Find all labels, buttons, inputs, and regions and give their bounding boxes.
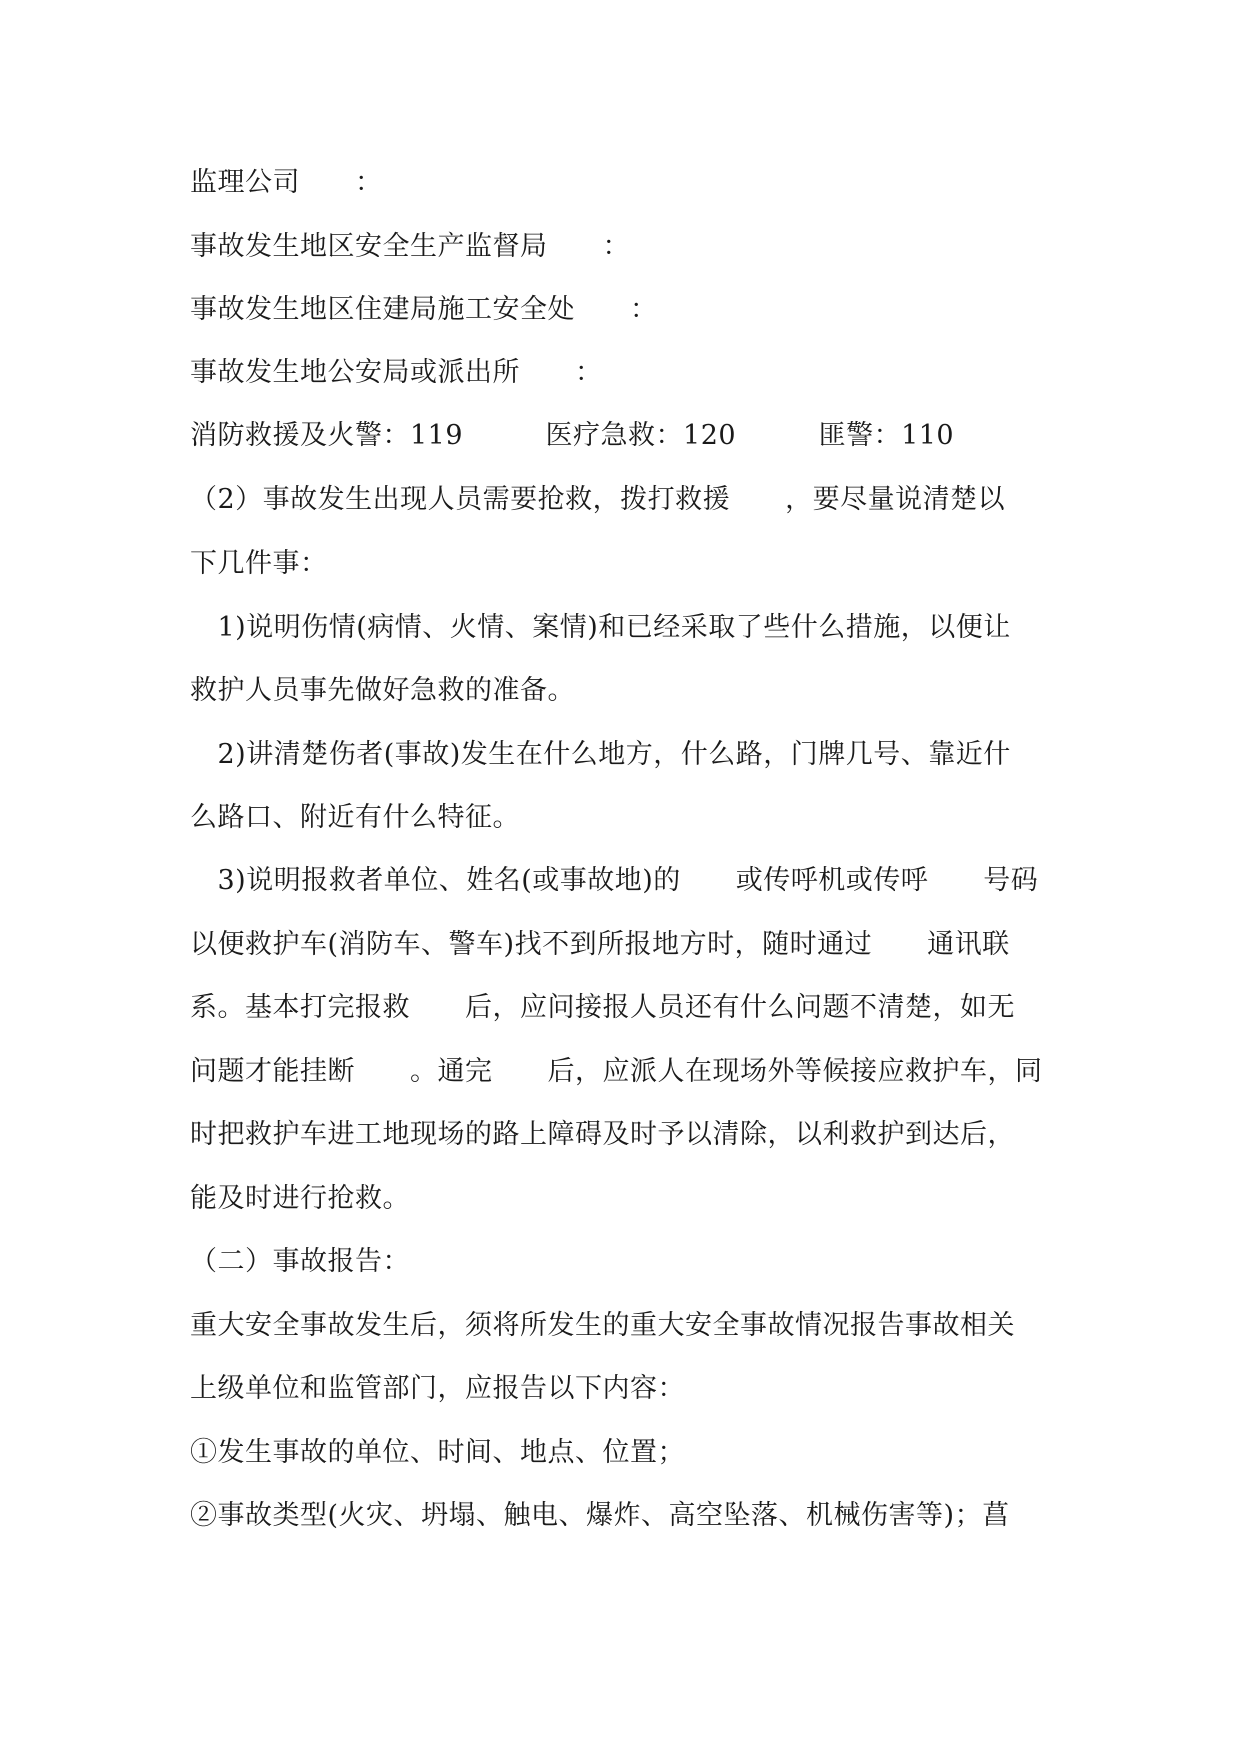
report-item-2: ②事故类型(火灾、坍塌、触电、爆炸、高空坠落、机械伤害等)；菖 xyxy=(190,1500,1010,1531)
item-3-line-4: 问题才能挂断 。通完 后，应派人在现场外等候接应救护车，同 xyxy=(190,1056,1043,1087)
item-1-line-2: 救护人员事先做好急救的准备。 xyxy=(190,675,575,706)
item-3-line-3: 系。基本打完报救 后，应问接报人员还有什么问题不清楚，如无 xyxy=(190,992,1015,1023)
item-3-line-6: 能及时进行抢救。 xyxy=(190,1183,410,1214)
report-paragraph-line-1: 重大安全事故发生后，须将所发生的重大安全事故情况报告事故相关 xyxy=(190,1310,1015,1341)
contact-police: 事故发生地公安局或派出所 ： xyxy=(190,357,603,388)
section-heading-accident-report: （二）事故报告： xyxy=(190,1246,410,1277)
contact-construction-safety-office: 事故发生地区住建局施工安全处 ： xyxy=(190,294,658,325)
item-1-line-1: 1)说明伤情(病情、火情、案情)和已经采取了些什么措施，以便让 xyxy=(190,612,1011,643)
paragraph-rescue-call-line-1: （2）事故发生出现人员需要抢救，拨打救援 ，要尽量说清楚以 xyxy=(190,484,1006,515)
contact-safety-bureau: 事故发生地区安全生产监督局 ： xyxy=(190,231,630,262)
item-3-line-1: 3)说明报救者单位、姓名(或事故地)的 或传呼机或传呼 号码 xyxy=(190,865,1039,896)
item-3-line-5: 时把救护车进工地现场的路上障碍及时予以清除，以利救护到达后， xyxy=(190,1119,1015,1150)
contact-supervision-company: 监理公司 ： xyxy=(190,167,383,198)
item-2-line-2: 么路口、附近有什么特征。 xyxy=(190,802,520,833)
report-paragraph-line-2: 上级单位和监管部门，应报告以下内容： xyxy=(190,1373,685,1404)
item-2-line-1: 2)讲清楚伤者(事故)发生在什么地方，什么路，门牌几号、靠近什 xyxy=(190,739,1011,770)
paragraph-rescue-call-line-2: 下几件事： xyxy=(190,548,328,579)
emergency-numbers: 消防救援及火警：119 医疗急救：120 匪警：110 xyxy=(190,420,955,451)
report-item-1: ①发生事故的单位、时间、地点、位置； xyxy=(190,1437,685,1468)
item-3-line-2: 以便救护车(消防车、警车)找不到所报地方时，随时通过 通讯联 xyxy=(190,929,1010,960)
